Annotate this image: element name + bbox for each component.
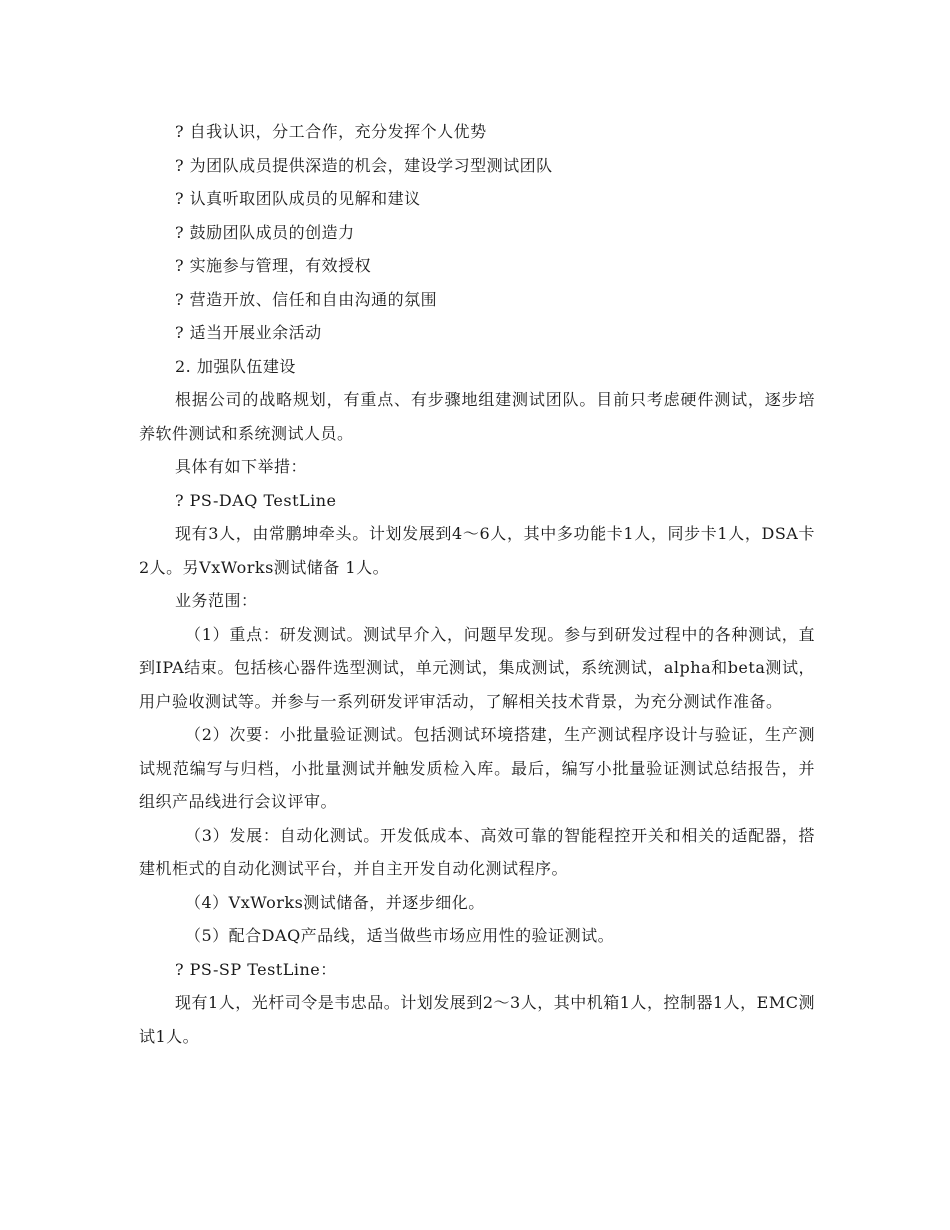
scope-item: （1）重点：研发测试。测试早介入，问题早发现。参与到研发过程中的各种测试，直到IPA结束。包括核心器件选型测试，单元测试，集成测试，系统测试，alpha和beta测试，用户验收测试等。并参与一系列研发评审活动，了解相关技术背景，为充分测试作准备。: [139, 624, 815, 711]
daq-staff-paragraph: 现有3人，由常鹏坤牵头。计划发展到4～6人，其中多功能卡1人，同步卡1人，DSA卡2人。另VxWorks测试储备 1人。: [139, 524, 815, 577]
business-scope-label: 业务范围：: [175, 591, 258, 610]
bullet-item: ? 实施参与管理，有效授权: [175, 256, 372, 275]
bullet-item: ? 营造开放、信任和自由沟通的氛围: [175, 289, 438, 309]
bullet-item: ? 为团队成员提供深造的机会，建设学习型测试团队: [175, 155, 553, 175]
intro-paragraph: 根据公司的战略规划，有重点、有步骤地组建测试团队。目前只考虑硬件测试，逐步培养软件测试和系统测试人员。: [139, 390, 815, 443]
document-body: [139, 115, 815, 1053]
bullet-item: ? 适当开展业余活动: [175, 323, 322, 342]
scope-item: （2）次要：小批量验证测试。包括测试环境搭建，生产测试程序设计与验证，生产测试规范编写与归档，小批量测试并触发质检入库。最后，编写小批量验证测试总结报告，并组织产品线进行会议评审。: [139, 725, 815, 811]
bullet-item: ? 鼓励团队成员的创造力: [175, 222, 355, 242]
scope-item: （3）发展：自动化测试。开发低成本、高效可靠的智能程控开关和相关的适配器，搭建机柜式的自动化测试平台，并自主开发自动化测试程序。: [139, 825, 815, 878]
scope-item: （5）配合DAQ产品线，适当做些市场应用性的验证测试。: [185, 926, 615, 945]
bullet-item: ? 自我认识，分工合作，充分发挥个人优势: [175, 122, 487, 141]
bullet-item: ? 认真听取团队成员的见解和建议: [175, 189, 421, 208]
scope-item: （4）VxWorks测试储备，并逐步细化。: [185, 892, 485, 912]
measures-intro: 具体有如下举措：: [175, 457, 308, 476]
section-heading: 2. 加强队伍建设: [175, 356, 296, 376]
daq-testline-bullet: ? PS-DAQ TestLine: [175, 490, 337, 510]
sp-staff-paragraph: 现有1人，光杆司令是韦忠品。计划发展到2～3人，其中机箱1人，控制器1人，EMC测试1人。: [139, 993, 815, 1046]
sp-testline-bullet: ? PS-SP TestLine：: [175, 959, 337, 979]
